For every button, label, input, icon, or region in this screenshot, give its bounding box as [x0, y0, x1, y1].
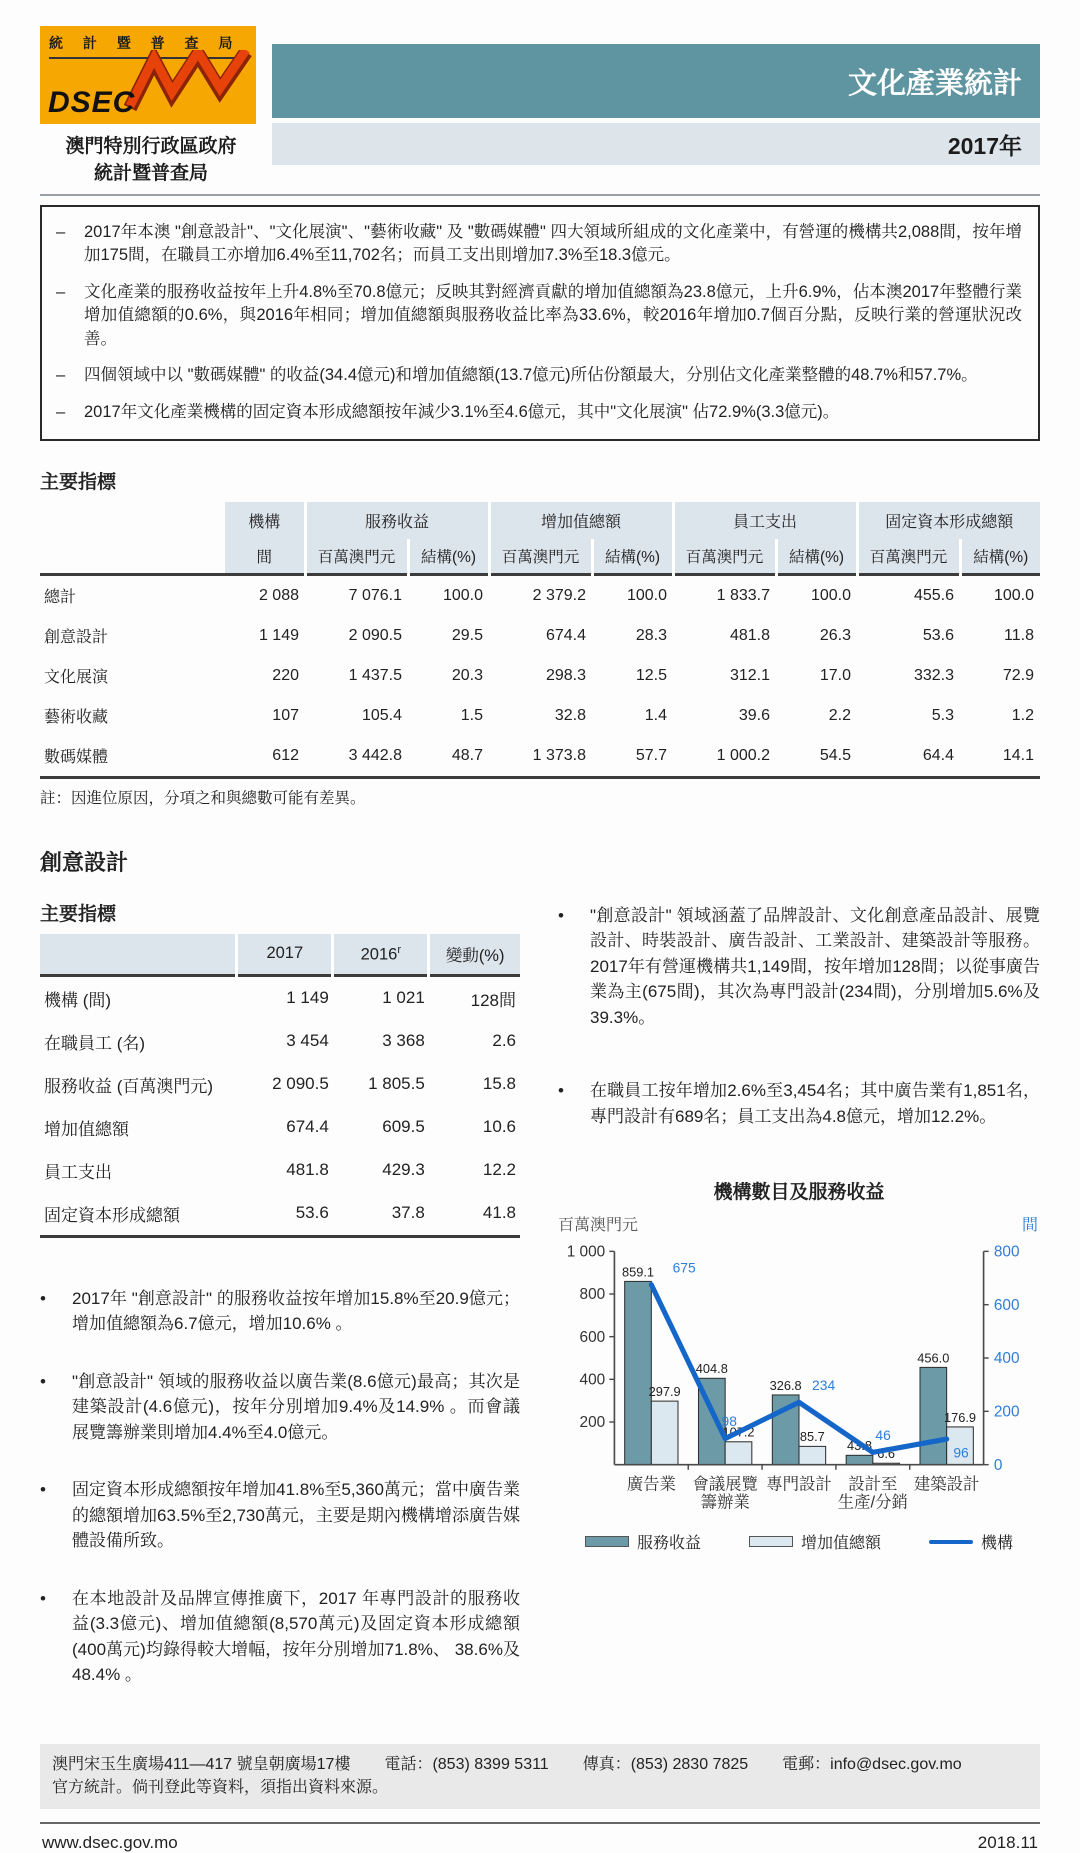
- legend-bar-swatch: [749, 1536, 793, 1547]
- cell-value: 2 379.2: [489, 574, 592, 616]
- column-header: 百萬澳門元: [305, 539, 408, 575]
- dot-marker-icon: •: [40, 1288, 46, 1308]
- svg-text:456.0: 456.0: [917, 1350, 950, 1366]
- row-label: 文化展演: [44, 669, 109, 687]
- svg-text:6.6: 6.6: [877, 1446, 896, 1462]
- dash-marker-icon: –: [56, 282, 66, 301]
- bullet-item: [40, 1369, 520, 1446]
- header-divider: [40, 194, 1040, 196]
- bullet-text: 在職員工按年增加2.6%至3,454名；其中廣告業有1,851名，專門設計有689名；員工支出為4.8億元，增加12.2%。: [590, 1081, 1040, 1126]
- cell-value: 332.3: [913, 666, 954, 684]
- row-label: 數碼媒體: [44, 749, 109, 767]
- bullet-text: 固定資本形成總額按年增加41.8%至5,360萬元；當中廣告業的總額增加63.5%至2,730萬元，主要是期內機構增添廣告媒體設備所致。: [72, 1480, 520, 1551]
- column-header: 百萬澳門元: [857, 539, 960, 575]
- svg-text:98: 98: [721, 1413, 737, 1430]
- creative-design-body: [40, 975, 520, 1236]
- svg-text:200: 200: [993, 1403, 1020, 1421]
- cell-value: 100.0: [776, 574, 857, 616]
- table-row: [40, 1063, 520, 1106]
- revised-superscript: r: [397, 943, 401, 956]
- bullet-text: 在本地設計及品牌宣傳推廣下，2017 年專門設計的服務收益(3.3億元)、增加值總額(8,570萬元)及固定資本形成總額(400萬元)均錄得較大增幅，按年分別增加71.8%、 38.6%及48.4% 。: [72, 1588, 520, 1685]
- bullet-item: [40, 1286, 520, 1337]
- two-column-area: [40, 883, 1040, 1720]
- bullet-item: [558, 1078, 1040, 1129]
- column-header: 百萬澳門元: [489, 539, 592, 575]
- bullet-item: [40, 1477, 520, 1554]
- cell-value: 612: [272, 746, 299, 764]
- main-indicators-body: [40, 574, 1040, 777]
- column-group: 服務收益: [305, 502, 489, 539]
- footer-note: 官方統計。倘刊登此等資料，須指出資料來源。: [52, 1779, 389, 1797]
- cell-value: 53.6: [922, 626, 954, 644]
- svg-text:200: 200: [579, 1414, 606, 1432]
- cell-value: 26.3: [819, 626, 851, 644]
- svg-text:600: 600: [993, 1297, 1020, 1315]
- title-block: [272, 26, 1040, 185]
- column-header: 百萬澳門元: [673, 539, 776, 575]
- cell-value: 100.0: [408, 574, 489, 616]
- dsec-logo: [40, 26, 256, 124]
- dash-marker-icon: –: [56, 223, 66, 241]
- cell-value: 1 149: [258, 626, 299, 644]
- footer-contact-line: [52, 1753, 1028, 1776]
- column-header: 間: [225, 539, 305, 575]
- table-note: 註：因進位原因，分項之和與總數可能有差異。: [40, 789, 366, 807]
- column-header: 結構(%): [408, 539, 489, 575]
- svg-text:96: 96: [953, 1444, 969, 1461]
- column-header-2016: 2016$^r$: [333, 934, 429, 976]
- dot-marker-icon: •: [40, 1480, 46, 1500]
- cell-value: 12.5: [635, 666, 667, 684]
- bullet-text: 2017年 "創意設計" 的服務收益按年增加15.8%至20.9億元；增加值總額為6.7億元，增加10.6% 。: [72, 1288, 520, 1334]
- column-group: 增加值總額: [489, 502, 673, 539]
- svg-text:297.9: 297.9: [648, 1384, 681, 1400]
- row-label: 服務收益 (百萬澳門元): [44, 1076, 214, 1096]
- dot-marker-icon: •: [558, 905, 564, 925]
- column-header-change: 變動(%): [429, 934, 520, 976]
- table-row: [40, 1192, 520, 1237]
- svg-text:800: 800: [993, 1243, 1020, 1261]
- svg-text:46: 46: [875, 1427, 891, 1444]
- chart-legend: [558, 1530, 1040, 1553]
- empty-header-cell: [40, 934, 237, 976]
- cell-value: 2 090.5: [272, 1074, 329, 1094]
- cell-value: 72.9: [1002, 666, 1034, 684]
- fax-text: 傳真：(853) 2830 7825: [582, 1755, 749, 1773]
- table-row: [40, 616, 1040, 656]
- cell-value: 107: [272, 706, 299, 724]
- cell-value: 609.5: [382, 1117, 425, 1137]
- svg-text:326.8: 326.8: [769, 1378, 802, 1394]
- svg-text:會議展覽: 會議展覽: [692, 1475, 758, 1494]
- svg-text:234: 234: [812, 1377, 836, 1394]
- group-header-row: [40, 502, 1040, 539]
- legend-item: [585, 1530, 701, 1553]
- creative-design-table: [40, 934, 520, 1238]
- section-title-creative-design: 創意設計: [40, 849, 129, 875]
- dash-marker-icon: –: [56, 366, 66, 385]
- cell-value: 54.5: [819, 746, 851, 764]
- column-group: 機構: [225, 502, 305, 539]
- cell-value: 105.4: [361, 706, 402, 724]
- svg-text:404.8: 404.8: [695, 1361, 728, 1377]
- table-row: [40, 736, 1040, 778]
- row-label: 藝術收藏: [44, 709, 109, 727]
- dash-marker-icon: –: [56, 402, 66, 421]
- legend-bar-swatch: [585, 1536, 629, 1547]
- legend-label: 增加值總額: [800, 1535, 881, 1553]
- cell-value: 1.5: [460, 706, 483, 724]
- cell-value: 5.3: [931, 706, 954, 724]
- axis-unit-labels: [558, 1212, 1040, 1237]
- cell-value: 41.8: [482, 1203, 516, 1223]
- table-row: [40, 656, 1040, 696]
- logo-bureau-text: 統 計 暨 普 查 局: [49, 33, 247, 59]
- summary-bullet: [56, 221, 1022, 268]
- cell-value: 14.1: [1002, 746, 1034, 764]
- cell-value: 2.2: [828, 706, 851, 724]
- right-axis-unit: 間: [1021, 1217, 1038, 1235]
- svg-text:85.7: 85.7: [799, 1429, 825, 1445]
- gov-name-line2: 統計暨普查局: [93, 163, 208, 184]
- legend-label: 機構: [981, 1535, 1014, 1553]
- svg-text:廣告業: 廣告業: [626, 1475, 676, 1494]
- column-header: 結構(%): [960, 539, 1040, 575]
- cell-value: 481.8: [729, 626, 770, 644]
- right-column: [558, 883, 1040, 1720]
- svg-text:生產/分銷: 生產/分銷: [837, 1494, 908, 1513]
- legend-item: [749, 1530, 881, 1553]
- svg-text:107.2: 107.2: [722, 1425, 755, 1441]
- logo-acronym: DSEC: [48, 86, 136, 119]
- left-axis-unit: 百萬澳門元: [558, 1217, 639, 1235]
- svg-text:400: 400: [579, 1371, 606, 1389]
- gov-name-line1: 澳門特別行政區政府: [65, 136, 237, 157]
- summary-text: 2017年本澳 "創意設計"、"文化展演"、"藝術收藏" 及 "數碼媒體" 四大領域所組成的文化產業中，有營運的機構共2,088間，按年增加175間，在職員工亦增加6.4%至11,702名；而員工支出則增加7.3%至18.3億元。: [84, 223, 1022, 265]
- main-indicators-title: 主要指標: [40, 471, 117, 493]
- cell-value: 2 088: [225, 574, 305, 616]
- cell-value: 429.3: [382, 1160, 425, 1180]
- website-link[interactable]: www.dsec.gov.mo: [42, 1833, 178, 1853]
- column-header: 結構(%): [592, 539, 673, 575]
- cell-value: 64.4: [922, 746, 954, 764]
- cell-value: 1 149: [237, 975, 333, 1020]
- sub-header-row: [40, 539, 1040, 575]
- dot-marker-icon: •: [40, 1371, 46, 1391]
- cell-value: 1 437.5: [348, 666, 402, 684]
- svg-text:建築設計: 建築設計: [913, 1475, 980, 1494]
- row-label: 固定資本形成總額: [44, 1205, 180, 1225]
- row-label: 總計: [40, 574, 225, 616]
- empty-header-cell: [40, 539, 225, 575]
- address-text: 澳門宋玉生廣場411—417 號皇朝廣場17樓: [52, 1755, 351, 1773]
- creative-table-title: 主要指標: [40, 903, 117, 925]
- column-header-2017: 2017: [237, 934, 333, 976]
- legend-item: [929, 1530, 1013, 1553]
- svg-text:400: 400: [993, 1350, 1020, 1368]
- cell-value: 20.3: [451, 666, 483, 684]
- svg-text:專門設計: 專門設計: [766, 1475, 832, 1494]
- cell-value: 12.2: [482, 1160, 516, 1180]
- cell-value: 17.0: [819, 666, 851, 684]
- cell-value: 100.0: [960, 574, 1040, 616]
- page-header: [40, 26, 1040, 185]
- cell-value: 220: [272, 666, 299, 684]
- summary-box: [40, 205, 1040, 441]
- cell-value: 3 368: [382, 1031, 425, 1051]
- row-label: 增加值總額: [44, 1119, 129, 1139]
- cell-value: 10.6: [482, 1117, 516, 1137]
- table-row: [40, 1020, 520, 1063]
- cell-value: 1 000.2: [716, 746, 770, 764]
- cell-value: 1.2: [1011, 706, 1034, 724]
- cell-value: 11.8: [1004, 626, 1034, 644]
- table-row: [40, 1149, 520, 1192]
- svg-text:859.1: 859.1: [621, 1264, 655, 1280]
- cell-value: 28.3: [635, 626, 667, 644]
- table-row: [40, 975, 520, 1020]
- creative-header-row: [40, 934, 520, 976]
- report-title-bar: [272, 44, 1040, 118]
- legend-label: 服務收益: [636, 1535, 701, 1553]
- cell-value: 1 805.5: [368, 1074, 425, 1094]
- cell-value: 100.0: [592, 574, 673, 616]
- summary-text: 四個領域中以 "數碼媒體" 的收益(34.4億元)和增加值總額(13.7億元)所佔份額最大，分別佔文化產業整體的48.7%和57.7%。: [84, 366, 978, 385]
- main-indicators-table: [40, 502, 1040, 779]
- svg-text:1 000: 1 000: [566, 1243, 606, 1261]
- combo-chart-svg: [558, 1237, 1040, 1512]
- table-row: [40, 574, 1040, 616]
- row-label: 在職員工 (名): [44, 1033, 146, 1053]
- dot-marker-icon: •: [40, 1588, 46, 1608]
- agency-block: [40, 26, 262, 185]
- report-year-bar: [272, 123, 1040, 165]
- summary-list: [56, 221, 1022, 424]
- issue-date: 2018.11: [977, 1833, 1038, 1853]
- svg-text:800: 800: [579, 1286, 606, 1304]
- summary-text: 2017年文化產業機構的固定資本形成總額按年減少3.1%至4.6億元，其中"文化展演" 佔72.9%(3.3億元)。: [84, 402, 840, 421]
- cell-value: 32.8: [554, 706, 586, 724]
- cell-value: 37.8: [391, 1203, 425, 1223]
- cell-value: 2.6: [492, 1031, 516, 1051]
- chart-block: [558, 1177, 1040, 1553]
- cell-value: 15.8: [482, 1074, 516, 1094]
- svg-text:0: 0: [993, 1457, 1003, 1475]
- dot-marker-icon: •: [558, 1081, 564, 1101]
- page-title: 文化產業統計: [847, 67, 1022, 100]
- svg-text:43.8: 43.8: [847, 1438, 872, 1454]
- svg-text:600: 600: [579, 1329, 606, 1347]
- cell-value: 53.6: [295, 1203, 329, 1223]
- cell-value: 455.6: [857, 574, 960, 616]
- zigzag-icon: [124, 50, 252, 117]
- bottom-bar: [40, 1822, 1040, 1853]
- cell-value: 128間: [429, 975, 520, 1020]
- bullet-text: "創意設計" 領域涵蓋了品牌設計、文化創意產品設計、展覽設計、時裝設計、廣告設計、工業設計、建築設計等服務。2017年有營運機構共1,149間，按年增加128間；以從事廣告業為主(675間)，其次為專門設計(234間)，分別增加5.6%及39.3%。: [590, 905, 1040, 1027]
- bullet-text: "創意設計" 領域的服務收益以廣告業(8.6億元)最高；其次是建築設計(4.6億元)，按年分別增加9.4%及14.9% 。而會議展覽籌辦業則增加4.4%至4.0億元。: [72, 1371, 520, 1442]
- cell-value: 1 833.7: [673, 574, 776, 616]
- cell-value: 48.7: [451, 746, 483, 764]
- bullet-item: [40, 1586, 520, 1688]
- cell-value: 1.4: [644, 706, 667, 724]
- empty-header-cell: [40, 502, 225, 539]
- legend-line-swatch: [929, 1540, 973, 1544]
- report-year: 2017年: [947, 132, 1022, 159]
- summary-bullet: [56, 281, 1022, 351]
- row-label: 創意設計: [44, 629, 109, 647]
- cell-value: 312.1: [729, 666, 770, 684]
- summary-bullet: [56, 364, 1022, 387]
- row-label: 機構 (間): [40, 975, 237, 1020]
- table-row: [40, 1106, 520, 1149]
- cell-value: 2 090.5: [348, 626, 402, 644]
- summary-bullet: [56, 401, 1022, 424]
- cell-value: 481.8: [286, 1160, 329, 1180]
- cell-value: 3 454: [286, 1031, 329, 1051]
- cell-value: 1 373.8: [532, 746, 586, 764]
- cell-value: 298.3: [545, 666, 586, 684]
- column-header: 結構(%): [776, 539, 857, 575]
- table-row: [40, 696, 1040, 736]
- column-group: 固定資本形成總額: [857, 502, 1040, 539]
- left-column: [40, 883, 520, 1720]
- svg-text:176.9: 176.9: [943, 1410, 977, 1426]
- email-link[interactable]: 電郵：info@dsec.gov.mo: [782, 1755, 962, 1773]
- left-bullet-list: [40, 1286, 520, 1688]
- cell-value: 674.4: [545, 626, 586, 644]
- footer-contact: [40, 1744, 1040, 1809]
- bullet-item: [558, 903, 1040, 1031]
- summary-text: 文化產業的服務收益按年上升4.8%至70.8億元；反映其對經濟貢獻的增加值總額為23.8億元，上升6.9%，佔本澳2017年整體行業增加值總額的0.6%，與2016年相同；增加值總額與服務收益比率為33.6%，較2016年增加0.7個百分點，反映行業的營運狀況改善。: [84, 282, 1022, 348]
- cell-value: 674.4: [286, 1117, 329, 1137]
- cell-value: 1 021: [333, 975, 429, 1020]
- column-group: 員工支出: [673, 502, 857, 539]
- right-bullet-list: [558, 903, 1040, 1130]
- chart-title: 機構數目及服務收益: [713, 1182, 885, 1204]
- cell-value: 3 442.8: [348, 746, 402, 764]
- cell-value: 57.7: [635, 746, 667, 764]
- phone-text: 電話：(853) 8399 5311: [384, 1755, 549, 1773]
- row-label: 員工支出: [44, 1162, 112, 1182]
- svg-text:設計至: 設計至: [848, 1475, 898, 1494]
- cell-value: 29.5: [451, 626, 483, 644]
- svg-text:籌辦業: 籌辦業: [700, 1494, 750, 1513]
- cell-value: 39.6: [738, 706, 770, 724]
- svg-text:675: 675: [672, 1259, 696, 1276]
- cell-value: 7 076.1: [305, 574, 408, 616]
